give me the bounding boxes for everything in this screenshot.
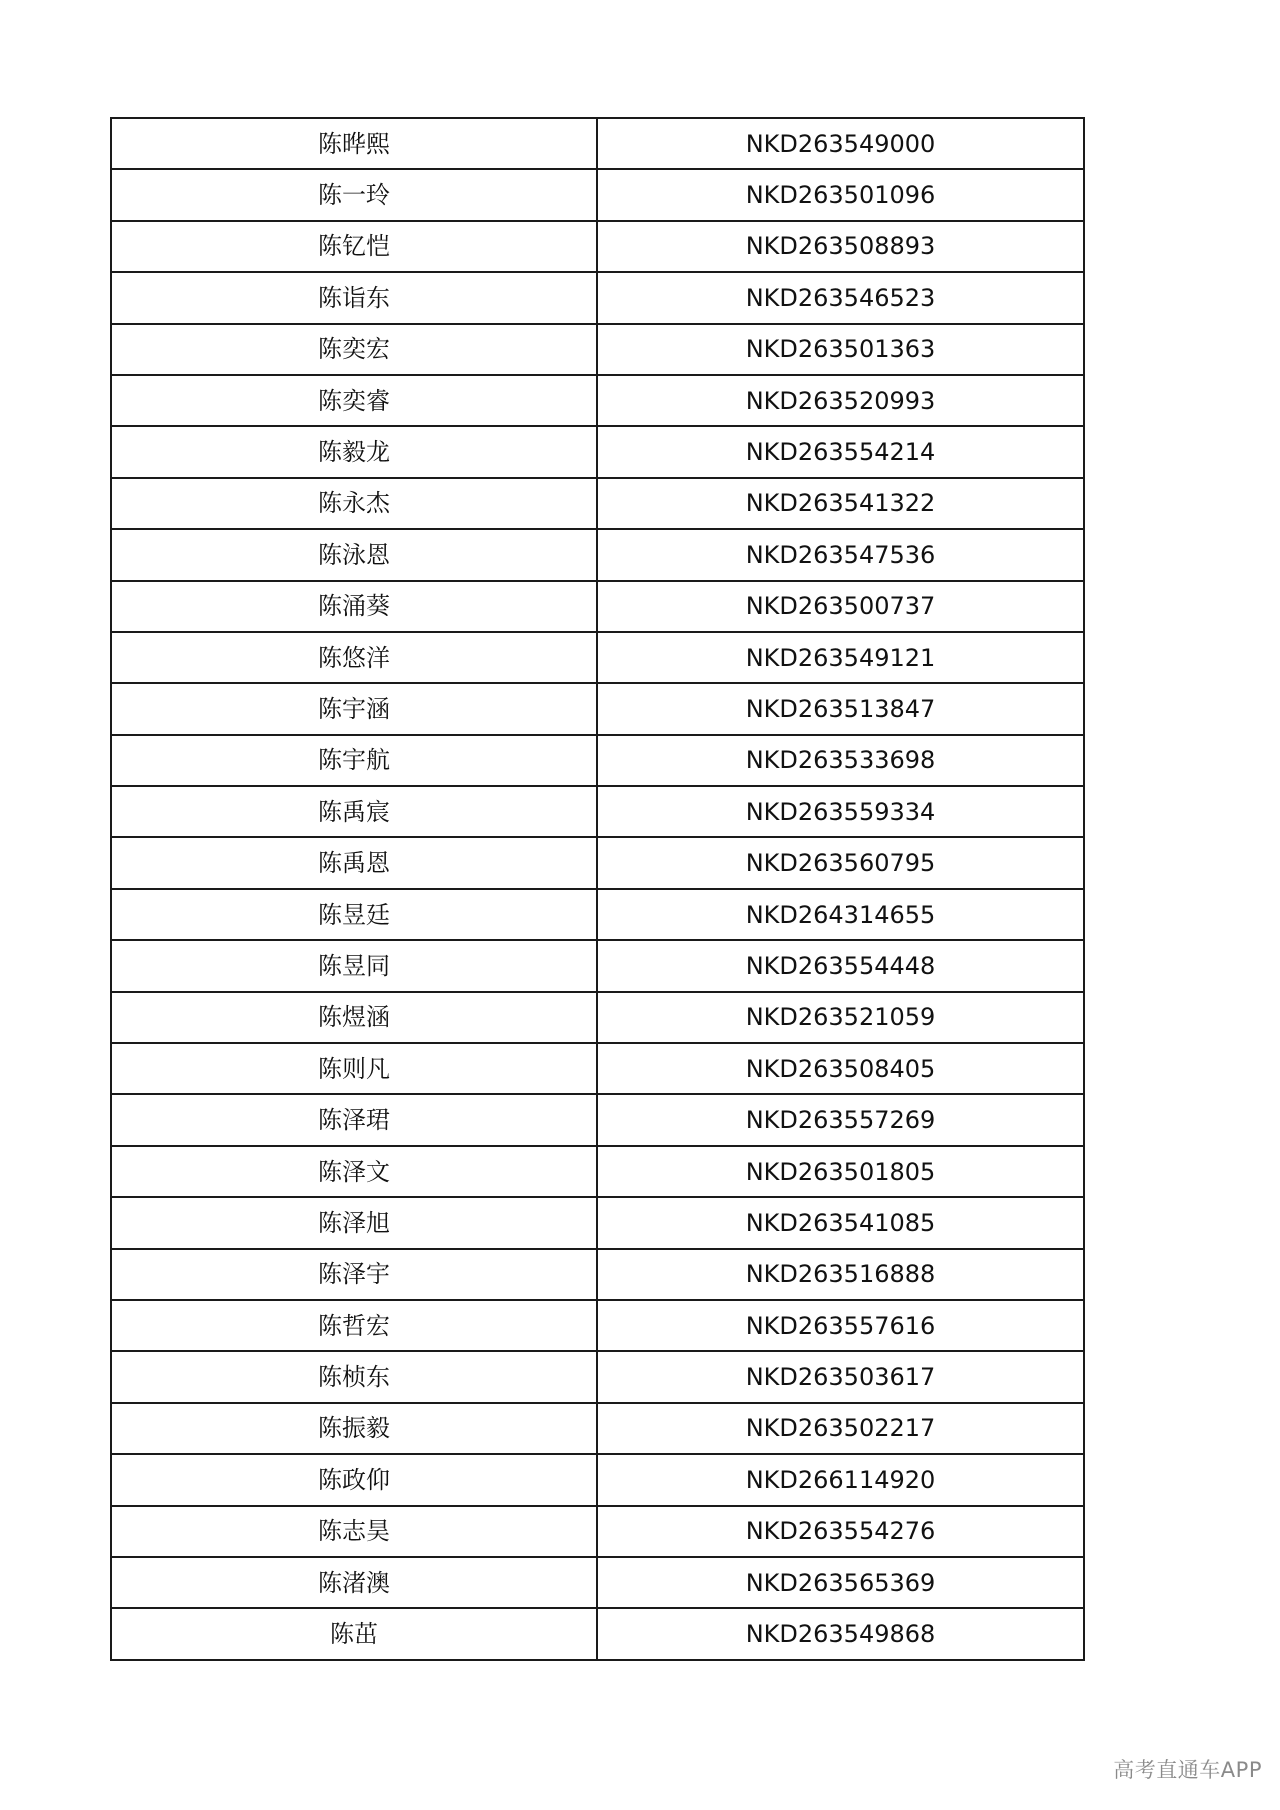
table-row	[111, 272, 1084, 323]
table-row	[111, 632, 1084, 683]
table-row	[111, 1454, 1084, 1505]
table-row	[111, 375, 1084, 426]
table-row	[111, 735, 1084, 786]
name-cell: 陈宇航	[111, 735, 597, 786]
id-cell: NKD263513847	[597, 683, 1084, 734]
name-cell: 陈泽宇	[111, 1249, 597, 1300]
name-cell: 陈奕宏	[111, 324, 597, 375]
table-row	[111, 1197, 1084, 1248]
name-cell: 陈诣东	[111, 272, 597, 323]
name-cell: 陈泽旭	[111, 1197, 597, 1248]
table-row	[111, 1506, 1084, 1557]
table-row	[111, 1249, 1084, 1300]
table-row	[111, 1557, 1084, 1608]
name-cell: 陈永杰	[111, 478, 597, 529]
id-cell: NKD263547536	[597, 529, 1084, 580]
name-cell: 陈桢东	[111, 1351, 597, 1402]
name-cell: 陈禹宸	[111, 786, 597, 837]
table-row	[111, 221, 1084, 272]
id-cell: NKD263501096	[597, 169, 1084, 220]
id-cell: NKD263560795	[597, 837, 1084, 888]
table-row	[111, 992, 1084, 1043]
id-cell: NKD263549121	[597, 632, 1084, 683]
name-cell: 陈志昊	[111, 1506, 597, 1557]
id-cell: NKD263546523	[597, 272, 1084, 323]
id-cell: NKD263501805	[597, 1146, 1084, 1197]
name-cell: 陈泽文	[111, 1146, 597, 1197]
name-cell: 陈煜涵	[111, 992, 597, 1043]
id-cell: NKD266114920	[597, 1454, 1084, 1505]
id-cell: NKD263508893	[597, 221, 1084, 272]
table-row	[111, 1300, 1084, 1351]
table-row	[111, 837, 1084, 888]
table-row	[111, 581, 1084, 632]
name-cell: 陈渚澳	[111, 1557, 597, 1608]
name-cell: 陈昱廷	[111, 889, 597, 940]
table-row	[111, 1351, 1084, 1402]
name-cell: 陈宇涵	[111, 683, 597, 734]
name-cell: 陈涌葵	[111, 581, 597, 632]
name-cell: 陈政仰	[111, 1454, 597, 1505]
id-cell: NKD263541322	[597, 478, 1084, 529]
name-cell: 陈振毅	[111, 1403, 597, 1454]
id-cell: NKD263516888	[597, 1249, 1084, 1300]
table-row	[111, 478, 1084, 529]
id-cell: NKD263508405	[597, 1043, 1084, 1094]
id-cell: NKD263502217	[597, 1403, 1084, 1454]
id-cell: NKD263549868	[597, 1608, 1084, 1659]
table-row	[111, 529, 1084, 580]
id-cell: NKD263541085	[597, 1197, 1084, 1248]
table-row	[111, 940, 1084, 991]
id-cell: NKD264314655	[597, 889, 1084, 940]
name-cell: 陈奕睿	[111, 375, 597, 426]
id-cell: NKD263500737	[597, 581, 1084, 632]
id-cell: NKD263533698	[597, 735, 1084, 786]
id-cell: NKD263557616	[597, 1300, 1084, 1351]
table-row	[111, 1403, 1084, 1454]
table-row	[111, 683, 1084, 734]
id-cell: NKD263520993	[597, 375, 1084, 426]
table-row	[111, 1146, 1084, 1197]
name-cell: 陈昱同	[111, 940, 597, 991]
id-cell: NKD263554276	[597, 1506, 1084, 1557]
id-cell: NKD263501363	[597, 324, 1084, 375]
id-cell: NKD263557269	[597, 1094, 1084, 1145]
id-cell: NKD263521059	[597, 992, 1084, 1043]
name-cell: 陈晔熙	[111, 118, 597, 169]
name-cell: 陈禹恩	[111, 837, 597, 888]
name-cell: 陈泽珺	[111, 1094, 597, 1145]
table-row	[111, 889, 1084, 940]
name-cell: 陈毅龙	[111, 426, 597, 477]
table-row	[111, 169, 1084, 220]
id-cell: NKD263559334	[597, 786, 1084, 837]
table-row	[111, 1094, 1084, 1145]
name-cell: 陈泳恩	[111, 529, 597, 580]
table-row	[111, 1608, 1084, 1659]
roster-body	[111, 118, 1084, 1660]
table-row	[111, 118, 1084, 169]
table-row	[111, 786, 1084, 837]
table-row	[111, 324, 1084, 375]
table-row	[111, 426, 1084, 477]
name-cell: 陈悠洋	[111, 632, 597, 683]
table-row	[111, 1043, 1084, 1094]
name-cell: 陈哲宏	[111, 1300, 597, 1351]
roster-table	[110, 117, 1085, 1661]
name-cell: 陈钇恺	[111, 221, 597, 272]
id-cell: NKD263503617	[597, 1351, 1084, 1402]
id-cell: NKD263549000	[597, 118, 1084, 169]
name-cell: 陈则凡	[111, 1043, 597, 1094]
id-cell: NKD263554448	[597, 940, 1084, 991]
name-cell: 陈一玲	[111, 169, 597, 220]
watermark-text: 高考直通车APP	[1113, 1758, 1262, 1782]
id-cell: NKD263565369	[597, 1557, 1084, 1608]
id-cell: NKD263554214	[597, 426, 1084, 477]
name-cell: 陈茁	[111, 1608, 597, 1659]
